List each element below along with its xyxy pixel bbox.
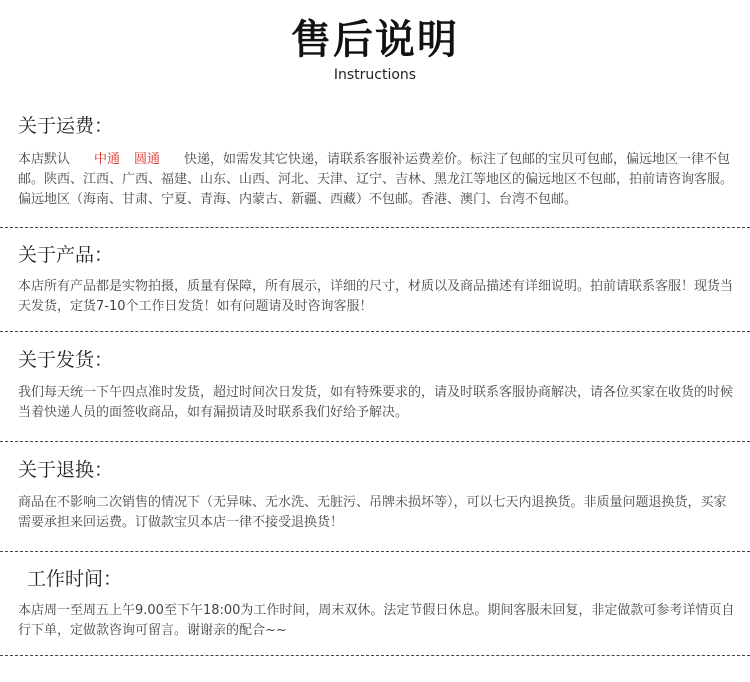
- working-hours-body: 本店周一至周五上午9.00至下午18:00为工作时间，周末双休。法定节假日休息。期间客服未回复，非定做款可参考详情页自行下单，定做款咨询可留言。谢谢亲的配合~~: [18, 603, 735, 638]
- page-header: [0, 14, 750, 84]
- shipping-fee-body: 快递，如需发其它快递，请联系客服补运费差价。标注了包邮的宝贝可包邮，偏远地区一律不包邮。陕西、江西、广西、福建、山东、山西、河北、天津、辽宁、吉林、黑龙江等地区的偏远地区不包邮，拍前请咨询客服。偏远地区（海南、甘肃、宁夏、青海、内蒙古、新疆、西藏）不包邮。香港、澳门、台湾不包邮。: [18, 152, 734, 207]
- products-body: 本店所有产品都是实物拍摄，质量有保障，所有展示，详细的尺寸，材质以及商品描述有详细说明。拍前请联系客服！现货当天发货，定货7-10个工作日发货！如有问题请及时咨询客服！: [18, 279, 734, 314]
- delivery-heading: 关于发货：: [18, 349, 114, 371]
- page-subtitle: Instructions: [333, 67, 417, 83]
- section-divider: [0, 551, 750, 552]
- shipping-fee-intro: 本店默认: [18, 152, 71, 167]
- delivery-body: 我们每天统一下午四点准时发货，超过时间次日发货，如有特殊要求的，请及时联系客服协商解决，请各位买家在收货的时候当着快递人员的面签收商品，如有漏损请及时联系我们好给予解决。: [18, 385, 734, 420]
- section-divider: [0, 331, 750, 332]
- shipping-fee-text: [18, 150, 738, 210]
- page-title: 售后说明: [291, 17, 459, 63]
- products-heading: 关于产品：: [18, 244, 114, 266]
- section-divider: [0, 441, 750, 442]
- returns-body: 商品在不影响二次销售的情况下（无异味、无水洗、无脏污、吊牌未损坏等），可以七天内退换货。非质量问题退换货，买家需要承担来回运费。订做款宝贝本店一律不接受退换货！: [18, 495, 727, 530]
- returns-heading: 关于退换：: [18, 459, 114, 481]
- courier-yto: 圆通: [134, 152, 161, 167]
- working-hours-heading: 工作时间：: [27, 568, 123, 590]
- section-divider: [0, 227, 750, 228]
- courier-zto: 中通: [94, 152, 121, 167]
- shipping-fee-heading: 关于运费：: [18, 115, 114, 137]
- section-divider: [0, 655, 750, 656]
